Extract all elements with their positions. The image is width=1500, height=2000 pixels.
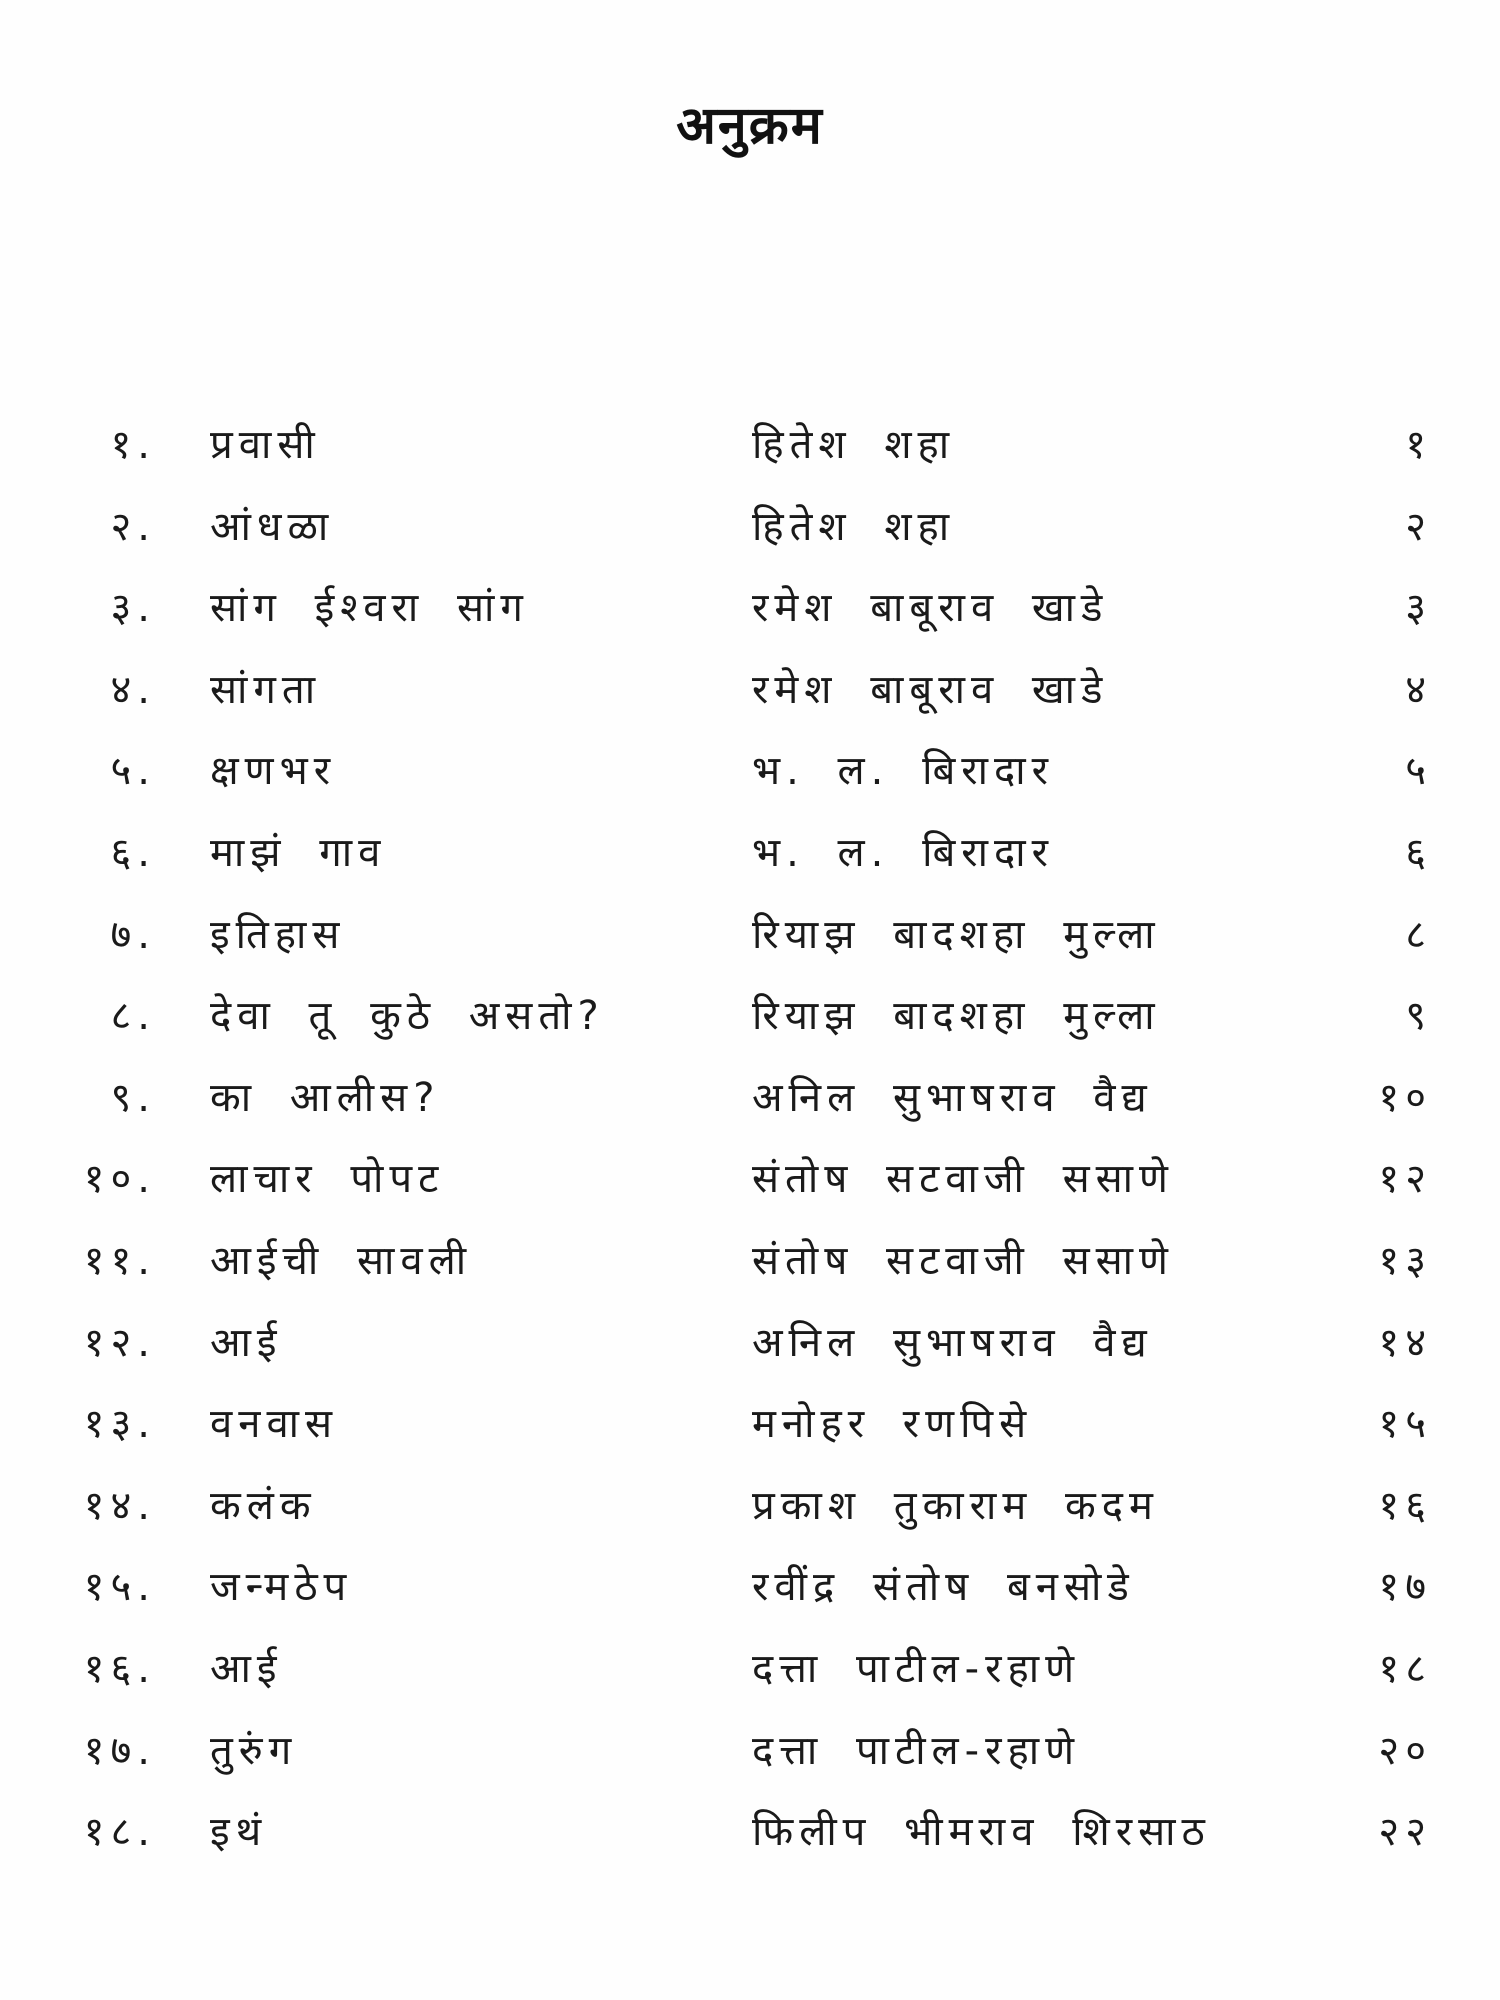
toc-entry-page: १३: [1378, 1237, 1432, 1284]
toc-entry-page: १२: [1378, 1156, 1432, 1203]
toc-entry-author: रियाझ बादशहा मुल्ला: [752, 911, 1161, 958]
toc-entry-title: इतिहास: [210, 911, 346, 958]
toc-entry-page: १६: [1378, 1482, 1432, 1529]
toc-entry-page: १७: [1378, 1564, 1432, 1611]
toc-entry-title: आई: [210, 1319, 283, 1366]
toc-entry-number: ७.: [110, 911, 156, 958]
toc-entry-author: हितेश शहा: [752, 503, 956, 550]
toc-entry-title: देवा तू कुठे असतो?: [210, 993, 605, 1040]
toc-entry-number: १३.: [83, 1401, 156, 1448]
toc-entry-author: रमेश बाबूराव खाडे: [752, 585, 1109, 632]
toc-entry-author: अनिल सुभाषराव वैद्य: [752, 1074, 1153, 1121]
toc-entry-page: १५: [1378, 1401, 1432, 1448]
toc-entry-page: ६: [1405, 829, 1432, 876]
toc-entry-author: दत्ता पाटील-रहाणे: [752, 1645, 1080, 1692]
toc-entry-author: मनोहर रणपिसे: [752, 1401, 1033, 1448]
toc-entry-title: तुरुंग: [210, 1727, 298, 1774]
toc-entry-author: रमेश बाबूराव खाडे: [752, 666, 1109, 713]
toc-row: [0, 1792, 1500, 1874]
toc-row: [0, 405, 1500, 487]
toc-entry-number: ४.: [110, 666, 156, 713]
toc-entry-title: प्रवासी: [210, 422, 321, 468]
toc-entry-page: ३: [1405, 585, 1432, 632]
toc-entry-title: क्षणभर: [210, 748, 337, 795]
toc-entry-page: १: [1405, 422, 1432, 468]
toc-entry-page: ८: [1405, 911, 1432, 958]
toc-entry-title: आई: [210, 1645, 283, 1692]
toc-entry-number: २.: [110, 503, 156, 550]
toc-entry-number: १४.: [83, 1482, 156, 1529]
toc-entry-author: भ. ल. बिरादार: [752, 829, 1054, 876]
toc-entry-page: २०: [1378, 1727, 1432, 1774]
toc-entry-title: सांगता: [210, 666, 322, 713]
toc-entry-page: २: [1405, 503, 1432, 550]
toc-entry-title: आंधळा: [210, 503, 335, 550]
toc-entry-page: १८: [1378, 1645, 1432, 1692]
toc-entry-title: कलंक: [210, 1482, 317, 1529]
toc-entry-page: १४: [1378, 1319, 1432, 1366]
toc-entry-title: आईची सावली: [210, 1237, 473, 1284]
toc-row: [0, 487, 1500, 569]
toc-entry-title: वनवास: [210, 1401, 339, 1448]
toc-entry-title: माझं गाव: [210, 829, 387, 876]
table-of-contents: [0, 405, 1500, 1874]
toc-entry-page: ९: [1405, 993, 1432, 1040]
toc-entry-number: १.: [110, 422, 156, 468]
toc-row: [0, 1466, 1500, 1548]
toc-entry-author: रियाझ बादशहा मुल्ला: [752, 993, 1161, 1040]
toc-row: [0, 895, 1500, 977]
toc-row: [0, 1547, 1500, 1629]
toc-entry-page: ४: [1405, 666, 1432, 713]
toc-entry-number: ८.: [110, 993, 156, 1040]
toc-entry-title: जन्मठेप: [210, 1564, 353, 1611]
toc-entry-title: लाचार पोपट: [210, 1156, 445, 1203]
toc-row: [0, 1139, 1500, 1221]
toc-entry-author: संतोष सटवाजी ससाणे: [752, 1237, 1174, 1284]
toc-entry-page: ५: [1405, 748, 1432, 795]
toc-row: [0, 1221, 1500, 1303]
toc-row: [0, 813, 1500, 895]
toc-entry-page: १०: [1378, 1074, 1432, 1121]
toc-entry-number: १८.: [83, 1809, 156, 1856]
toc-entry-number: ३.: [110, 585, 156, 632]
toc-entry-author: दत्ता पाटील-रहाणे: [752, 1727, 1080, 1774]
toc-entry-number: ६.: [110, 829, 156, 876]
toc-row: [0, 731, 1500, 813]
toc-row: [0, 1629, 1500, 1711]
toc-entry-author: रवींद्र संतोष बनसोडे: [752, 1564, 1135, 1611]
page-title: अनुक्रम: [676, 96, 824, 156]
toc-entry-title: इथं: [210, 1809, 268, 1856]
toc-row: [0, 1303, 1500, 1385]
toc-row: [0, 650, 1500, 732]
toc-entry-author: अनिल सुभाषराव वैद्य: [752, 1319, 1153, 1366]
toc-entry-number: १७.: [83, 1727, 156, 1774]
toc-entry-author: हितेश शहा: [752, 422, 956, 468]
toc-entry-author: फिलीप भीमराव शिरसाठ: [752, 1809, 1211, 1856]
toc-row: [0, 1384, 1500, 1466]
toc-row: [0, 568, 1500, 650]
toc-row: [0, 1711, 1500, 1793]
toc-entry-title: का आलीस?: [210, 1074, 441, 1121]
toc-entry-number: ५.: [110, 748, 156, 795]
toc-entry-title: सांग ईश्वरा सांग: [210, 585, 529, 632]
toc-entry-number: १२.: [83, 1319, 156, 1366]
toc-row: [0, 1058, 1500, 1140]
toc-entry-author: प्रकाश तुकाराम कदम: [752, 1482, 1159, 1529]
toc-entry-author: संतोष सटवाजी ससाणे: [752, 1156, 1174, 1203]
toc-entry-page: २२: [1378, 1809, 1432, 1856]
toc-row: [0, 976, 1500, 1058]
toc-entry-number: १५.: [83, 1564, 156, 1611]
toc-entry-number: ११.: [83, 1237, 156, 1284]
toc-entry-number: ९.: [110, 1074, 156, 1121]
toc-entry-number: १०.: [83, 1156, 156, 1203]
toc-entry-number: १६.: [83, 1645, 156, 1692]
toc-entry-author: भ. ल. बिरादार: [752, 748, 1054, 795]
